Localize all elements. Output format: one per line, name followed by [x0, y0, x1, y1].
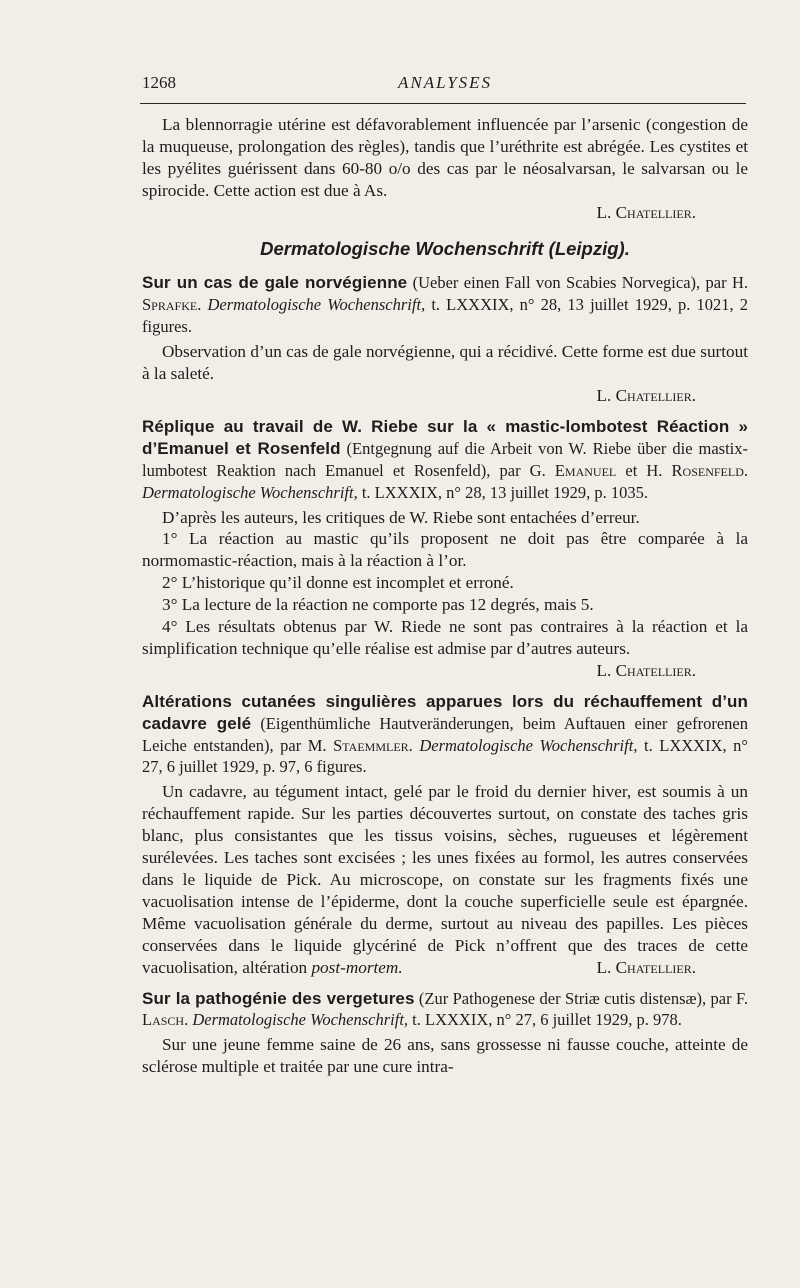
ref-text: (Entgegnung auf die Arbeit von W. Riebe über die mastix-lumbotest Reaktion nach Emanuel et Rosenfeld), par G.	[142, 438, 748, 480]
article-paragraph: 1° La réaction au mastic qu’ils proposent ne doit pas être comparée à la normomastic-réaction, mais à la réaction à l’or.	[142, 529, 748, 571]
ref-text: et H.	[616, 460, 672, 480]
article-signature: L. Chatellier.	[596, 385, 696, 405]
ref-journal: Dermatologische Wochenschrift	[419, 735, 634, 755]
ref-text: .	[743, 460, 749, 480]
article-paragraph	[142, 781, 748, 978]
ref-text: , t. LXXXIX, n° 27, 6 juillet 1929, p. 978.	[403, 1010, 682, 1030]
article-title: Sur la pathogénie des vergetures	[142, 988, 415, 1008]
paragraph-text: Un cadavre, au tégument intact, gelé par le froid du dernier hiver, est soumis à un réchauffement rapide. Sur les parties découvertes surtout, on constate des taches gris blanc, plus consistantes que les tissus voisins, sèches, rugueuses et légèrement surélevées. Les taches sont excisées ; les unes fixées au formol, les autres conservées dans le liquide de Pick. Au microscope, on constate sur les fragments fixés une vacuolisation intense de l’épiderme, dont la couche superficielle seule est épargnée. Même vacuolisation générale du derme, surtout au niveau des papilles. Les pièces conservées dans le liquide glycériné de Pick n’offrent que des traces de cette vacuolisation, altération	[142, 782, 748, 977]
ref-text: , t. LXXXIX, n° 27, 6 juillet 1929, p. 97, 6 figures.	[142, 735, 749, 777]
ref-author: Staemmler	[333, 735, 409, 755]
ref-text: , t. LXXXIX, n° 28, 13 juillet 1929, p. 1021, 2 figures.	[142, 295, 748, 337]
ref-journal: Dermatologische Wochenschrift	[207, 295, 422, 315]
ref-text: .	[408, 735, 420, 755]
intro-paragraph	[142, 114, 748, 202]
article-signature: L. Chatellier.	[596, 957, 696, 977]
ref-author: Lasch	[142, 1010, 185, 1030]
header-rule	[140, 103, 746, 104]
ref-text: , t. LXXXIX, n° 28, 13 juillet 1929, p. 1035.	[353, 482, 648, 502]
article-title: Sur un cas de gale norvégienne	[142, 273, 408, 293]
article-paragraph: 3° La lecture de la réaction ne comporte pas 12 degrés, mais 5.	[162, 595, 594, 615]
page-number: 1268	[142, 73, 176, 92]
running-title: ANALYSES	[397, 73, 493, 92]
paragraph-text: 4° Les résultats obtenus par W. Riede ne sont pas contraires à la réaction et la simplification technique qu’elle réalise est admise par d’autres auteurs.	[142, 617, 748, 658]
page-body	[142, 114, 748, 1078]
ref-text: (Eigenthümliche Hautveränderungen, beim Auftauen einer gefrorenen Leiche entstanden), par M.	[142, 713, 748, 755]
article-signature: L. Chatellier.	[596, 660, 696, 680]
paragraph-text: Observation d’un cas de gale norvégienne, qui a récidivé. Cette forme est due surtout à la saleté.	[142, 342, 748, 384]
article-title: Réplique au travail de W. Riebe sur la « mastic-lombotest Réaction » d’Emanuel et Rosenfeld	[142, 416, 748, 458]
intro-signature: L. Chatellier.	[596, 202, 696, 222]
running-header	[142, 73, 748, 97]
ref-journal: Dermatologische Wochenschrift	[192, 1010, 404, 1030]
article-paragraph	[142, 341, 748, 385]
ref-journal: Dermatologische Wochenschrift	[142, 482, 354, 502]
article-paragraph: D’après les auteurs, les critiques de W. Riebe sont entachées d’erreur.	[162, 507, 640, 527]
article-paragraph	[142, 616, 748, 660]
ref-author: Sprafke	[142, 295, 198, 315]
article-title: Altérations cutanées singulières apparues lors du réchauffement d’un cadavre gelé	[142, 691, 748, 733]
journal-heading: Dermatologische Wochenschrift (Leipzig).	[260, 237, 630, 259]
intro-text: La blennorragie utérine est défavorablement influencée par l’arsenic (congestion de la muqueuse, prolongation des règles), tandis que l’uréthrite est abrégée. Les cystites et les pyélites guérissent dans 60-80 o/o des cas par le néosalvarsan, le salvarsan ou le spirocide. Cette action est due à As.	[142, 115, 748, 200]
ref-text: .	[184, 1010, 193, 1030]
article-paragraph: 2° L’historique qu’il donne est incomplet et erroné.	[162, 573, 514, 593]
ref-text: (Ueber einen Fall von Scabies Norvegica), par H.	[407, 273, 748, 293]
article-vergetures	[142, 988, 748, 1032]
article-gale-norvegienne	[142, 272, 748, 338]
article-paragraph: Sur une jeune femme saine de 26 ans, sans grossesse ni fausse couche, atteinte de sclérose multiple et traitée par une cure intra-	[142, 1035, 748, 1077]
article-cadavre-gele	[142, 691, 748, 779]
ref-author: Rosenfeld	[671, 460, 744, 480]
ref-author: Emanuel	[554, 460, 617, 480]
paragraph-italic: post-mortem.	[311, 957, 403, 977]
article-replique-riebe	[142, 416, 748, 504]
ref-text: (Zur Pathogenese der Striæ cutis distensæ), par F.	[414, 988, 748, 1008]
ref-text: .	[197, 295, 208, 315]
